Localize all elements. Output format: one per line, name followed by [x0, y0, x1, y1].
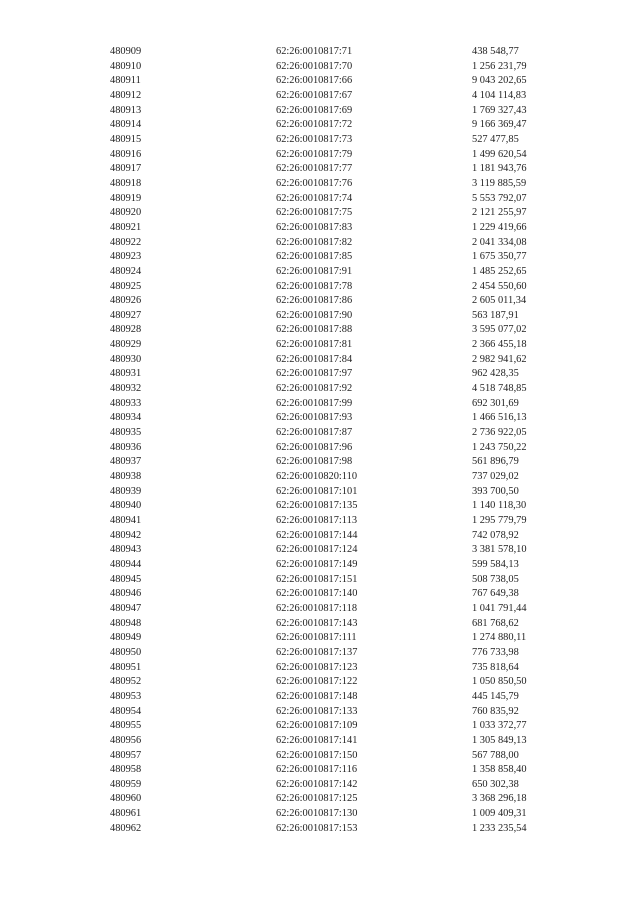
- cadastral-value: 3 119 885,59: [472, 177, 527, 189]
- cadastral-number: 62:26:0010817:74: [276, 192, 353, 204]
- row-number: 480923: [110, 251, 142, 263]
- cadastral-number: 62:26:0010817:81: [276, 339, 353, 351]
- row-number: 480912: [110, 89, 142, 101]
- table-row: [110, 661, 550, 676]
- table-row: [110, 719, 550, 734]
- cadastral-value: 1 033 372,77: [472, 720, 527, 732]
- row-number: 480914: [110, 119, 142, 131]
- row-number: 480919: [110, 192, 142, 204]
- cadastral-number: 62:26:0010817:118: [276, 602, 358, 614]
- row-number: 480939: [110, 485, 142, 497]
- table-row: [110, 74, 550, 89]
- row-number: 480918: [110, 177, 142, 189]
- row-number: 480947: [110, 602, 142, 614]
- table-row: [110, 734, 550, 749]
- row-number: 480949: [110, 632, 142, 644]
- cadastral-value: 438 548,77: [472, 46, 519, 57]
- cadastral-value: 9 043 202,65: [472, 75, 527, 87]
- cadastral-value: 2 982 941,62: [472, 353, 527, 365]
- cadastral-number: 62:26:0010817:84: [276, 353, 353, 365]
- table-row: [110, 763, 550, 778]
- cadastral-value: 681 768,62: [472, 617, 519, 629]
- table-row: [110, 807, 550, 822]
- cadastral-value: 767 649,38: [472, 588, 519, 600]
- row-number: 480955: [110, 720, 142, 732]
- cadastral-value: 1 358 858,40: [472, 764, 527, 776]
- cadastral-number: 62:26:0010817:97: [276, 368, 353, 380]
- table-row: [110, 690, 550, 705]
- table-row: [110, 382, 550, 397]
- table-row: [110, 265, 550, 280]
- cadastral-value: 2 454 550,60: [472, 280, 527, 292]
- cadastral-number: 62:26:0010817:90: [276, 309, 353, 321]
- cadastral-value: 1 041 791,44: [472, 602, 527, 614]
- cadastral-value: 1 140 118,30: [472, 500, 527, 512]
- row-number: 480924: [110, 265, 142, 277]
- row-number: 480913: [110, 104, 142, 116]
- cadastral-number: 62:26:0010817:99: [276, 397, 353, 409]
- row-number: 480932: [110, 383, 142, 395]
- row-number: 480929: [110, 339, 142, 351]
- row-number: 480958: [110, 764, 142, 776]
- row-number: 480945: [110, 573, 142, 585]
- cadastral-number: 62:26:0010817:76: [276, 177, 353, 189]
- cadastral-number: 62:26:0010820:110: [276, 471, 358, 483]
- table-row: [110, 89, 550, 104]
- row-number: 480916: [110, 148, 142, 160]
- row-number: 480944: [110, 558, 142, 570]
- cadastral-number: 62:26:0010817:133: [276, 705, 358, 717]
- row-number: 480911: [110, 75, 141, 87]
- cadastral-value: 4 518 748,85: [472, 383, 527, 395]
- table-row: [110, 192, 550, 207]
- table-row: [110, 485, 550, 500]
- cadastral-number: 62:26:0010817:130: [276, 808, 358, 820]
- row-number: 480938: [110, 471, 142, 483]
- cadastral-value: 650 302,38: [472, 778, 519, 790]
- cadastral-number: 62:26:0010817:69: [276, 104, 353, 116]
- row-number: 480931: [110, 368, 142, 380]
- cadastral-number: 62:26:0010817:149: [276, 558, 358, 570]
- table-row: [110, 529, 550, 544]
- table-row: [110, 705, 550, 720]
- row-number: 480920: [110, 207, 142, 219]
- cadastral-value: 692 301,69: [472, 397, 519, 409]
- table-row: [110, 309, 550, 324]
- table-row: [110, 177, 550, 192]
- cadastral-value: 1 243 750,22: [472, 441, 527, 453]
- table-row: [110, 617, 550, 632]
- cadastral-value: 962 428,35: [472, 368, 519, 380]
- table-row: [110, 455, 550, 470]
- row-number: 480928: [110, 324, 142, 336]
- table-row: [110, 397, 550, 412]
- cadastral-value: 1 305 849,13: [472, 734, 527, 746]
- row-number: 480943: [110, 544, 142, 556]
- row-number: 480959: [110, 778, 142, 790]
- cadastral-number: 62:26:0010817:66: [276, 75, 353, 87]
- cadastral-value: 735 818,64: [472, 661, 519, 673]
- row-number: 480925: [110, 280, 142, 292]
- cadastral-value: 1 181 943,76: [472, 163, 527, 175]
- table-row: [110, 221, 550, 236]
- cadastral-number: 62:26:0010817:137: [276, 646, 358, 658]
- table-row: [110, 778, 550, 793]
- row-number: 480948: [110, 617, 142, 629]
- table-row: [110, 236, 550, 251]
- cadastral-value: 1 233 235,54: [472, 822, 527, 834]
- row-number: 480962: [110, 822, 142, 834]
- table-row: [110, 45, 550, 60]
- cadastral-number: 62:26:0010817:150: [276, 749, 358, 761]
- cadastral-number: 62:26:0010817:86: [276, 295, 353, 307]
- row-number: 480922: [110, 236, 142, 248]
- cadastral-value: 393 700,50: [472, 485, 519, 497]
- cadastral-value: 4 104 114,83: [472, 89, 527, 101]
- cadastral-number: 62:26:0010817:141: [276, 734, 358, 746]
- cadastral-value: 599 584,13: [472, 558, 519, 570]
- table-row: [110, 133, 550, 148]
- table-row: [110, 558, 550, 573]
- table-row: [110, 543, 550, 558]
- cadastral-number: 62:26:0010817:153: [276, 822, 358, 834]
- table-row: [110, 60, 550, 75]
- cadastral-number: 62:26:0010817:111: [276, 632, 357, 644]
- row-number: 480950: [110, 646, 142, 658]
- row-number: 480957: [110, 749, 142, 761]
- row-number: 480946: [110, 588, 142, 600]
- cadastral-value: 1 256 231,79: [472, 60, 527, 72]
- cadastral-number: 62:26:0010817:122: [276, 676, 358, 688]
- cadastral-number: 62:26:0010817:79: [276, 148, 353, 160]
- table-row: [110, 104, 550, 119]
- cadastral-number: 62:26:0010817:78: [276, 280, 353, 292]
- cadastral-number: 62:26:0010817:151: [276, 573, 358, 585]
- table-row: [110, 631, 550, 646]
- row-number: 480961: [110, 808, 142, 820]
- cadastral-value: 9 166 369,47: [472, 119, 527, 131]
- table-row: [110, 280, 550, 295]
- row-number: 480960: [110, 793, 142, 805]
- cadastral-number: 62:26:0010817:71: [276, 46, 353, 57]
- table-row: [110, 353, 550, 368]
- table-row: [110, 822, 550, 837]
- row-number: 480953: [110, 690, 142, 702]
- cadastral-number: 62:26:0010817:125: [276, 793, 358, 805]
- row-number: 480921: [110, 221, 142, 233]
- cadastral-number: 62:26:0010817:91: [276, 265, 353, 277]
- table-row: [110, 675, 550, 690]
- row-number: 480937: [110, 456, 142, 468]
- cadastral-number: 62:26:0010817:85: [276, 251, 353, 263]
- table-row: [110, 162, 550, 177]
- cadastral-value: 1 466 516,13: [472, 412, 527, 424]
- table-row: [110, 250, 550, 265]
- cadastral-value: 567 788,00: [472, 749, 519, 761]
- cadastral-value: 445 145,79: [472, 690, 519, 702]
- cadastral-number: 62:26:0010817:88: [276, 324, 353, 336]
- data-table: [110, 45, 550, 836]
- table-row: [110, 426, 550, 441]
- table-row: [110, 294, 550, 309]
- row-number: 480956: [110, 734, 142, 746]
- cadastral-number: 62:26:0010817:124: [276, 544, 358, 556]
- cadastral-number: 62:26:0010817:77: [276, 163, 353, 175]
- cadastral-value: 3 381 578,10: [472, 544, 527, 556]
- cadastral-number: 62:26:0010817:93: [276, 412, 353, 424]
- cadastral-value: 776 733,98: [472, 646, 519, 658]
- table-row: [110, 206, 550, 221]
- cadastral-number: 62:26:0010817:143: [276, 617, 358, 629]
- table-row: [110, 470, 550, 485]
- table-row: [110, 441, 550, 456]
- row-number: 480934: [110, 412, 142, 424]
- cadastral-value: 742 078,92: [472, 529, 519, 541]
- cadastral-value: 561 896,79: [472, 456, 519, 468]
- cadastral-number: 62:26:0010817:82: [276, 236, 353, 248]
- table-row: [110, 646, 550, 661]
- cadastral-number: 62:26:0010817:113: [276, 515, 358, 526]
- cadastral-value: 563 187,91: [472, 309, 519, 321]
- cadastral-value: 1 769 327,43: [472, 104, 527, 116]
- table-row: [110, 514, 550, 529]
- table-row: [110, 499, 550, 514]
- table-row: [110, 749, 550, 764]
- cadastral-number: 62:26:0010817:73: [276, 133, 353, 145]
- row-number: 480940: [110, 500, 142, 512]
- row-number: 480909: [110, 46, 142, 57]
- table-row: [110, 602, 550, 617]
- cadastral-number: 62:26:0010817:144: [276, 529, 358, 541]
- cadastral-value: 1 675 350,77: [472, 251, 527, 263]
- cadastral-value: 3 368 296,18: [472, 793, 527, 805]
- cadastral-value: 1 229 419,66: [472, 221, 527, 233]
- table-row: [110, 323, 550, 338]
- cadastral-value: 737 029,02: [472, 471, 519, 483]
- cadastral-number: 62:26:0010817:142: [276, 778, 358, 790]
- table-row: [110, 573, 550, 588]
- table-row: [110, 792, 550, 807]
- row-number: 480917: [110, 163, 142, 175]
- cadastral-value: 527 477,85: [472, 133, 519, 145]
- row-number: 480910: [110, 60, 142, 72]
- cadastral-value: 2 041 334,08: [472, 236, 527, 248]
- row-number: 480942: [110, 529, 142, 541]
- row-number: 480954: [110, 705, 142, 717]
- table-row: [110, 411, 550, 426]
- cadastral-number: 62:26:0010817:83: [276, 221, 353, 233]
- row-number: 480927: [110, 309, 142, 321]
- cadastral-number: 62:26:0010817:116: [276, 764, 358, 776]
- cadastral-value: 2 736 922,05: [472, 427, 527, 439]
- table-row: [110, 148, 550, 163]
- cadastral-value: 1 009 409,31: [472, 808, 527, 820]
- row-number: 480926: [110, 295, 142, 307]
- cadastral-number: 62:26:0010817:109: [276, 720, 358, 732]
- cadastral-value: 1 499 620,54: [472, 148, 527, 160]
- table-row: [110, 367, 550, 382]
- cadastral-value: 1 295 779,79: [472, 515, 527, 526]
- cadastral-value: 2 366 455,18: [472, 339, 527, 351]
- table-row: [110, 118, 550, 133]
- cadastral-number: 62:26:0010817:123: [276, 661, 358, 673]
- cadastral-number: 62:26:0010817:92: [276, 383, 353, 395]
- cadastral-number: 62:26:0010817:87: [276, 427, 353, 439]
- cadastral-number: 62:26:0010817:70: [276, 60, 353, 72]
- cadastral-value: 2 605 011,34: [472, 295, 527, 307]
- cadastral-value: 2 121 255,97: [472, 207, 527, 219]
- table-row: [110, 338, 550, 353]
- row-number: 480951: [110, 661, 142, 673]
- cadastral-number: 62:26:0010817:67: [276, 89, 353, 101]
- row-number: 480935: [110, 427, 142, 439]
- cadastral-number: 62:26:0010817:96: [276, 441, 353, 453]
- cadastral-number: 62:26:0010817:148: [276, 690, 358, 702]
- cadastral-number: 62:26:0010817:98: [276, 456, 353, 468]
- cadastral-number: 62:26:0010817:135: [276, 500, 358, 512]
- cadastral-value: 508 738,05: [472, 573, 519, 585]
- cadastral-value: 1 050 850,50: [472, 676, 527, 688]
- row-number: 480941: [110, 515, 142, 526]
- cadastral-value: 1 274 880,11: [472, 632, 527, 644]
- cadastral-value: 760 835,92: [472, 705, 519, 717]
- cadastral-number: 62:26:0010817:101: [276, 485, 358, 497]
- cadastral-number: 62:26:0010817:75: [276, 207, 353, 219]
- table-row: [110, 587, 550, 602]
- row-number: 480933: [110, 397, 142, 409]
- row-number: 480936: [110, 441, 142, 453]
- cadastral-value: 5 553 792,07: [472, 192, 527, 204]
- cadastral-number: 62:26:0010817:72: [276, 119, 353, 131]
- cadastral-number: 62:26:0010817:140: [276, 588, 358, 600]
- cadastral-value: 3 595 077,02: [472, 324, 527, 336]
- row-number: 480930: [110, 353, 142, 365]
- cadastral-value: 1 485 252,65: [472, 265, 527, 277]
- row-number: 480915: [110, 133, 142, 145]
- row-number: 480952: [110, 676, 142, 688]
